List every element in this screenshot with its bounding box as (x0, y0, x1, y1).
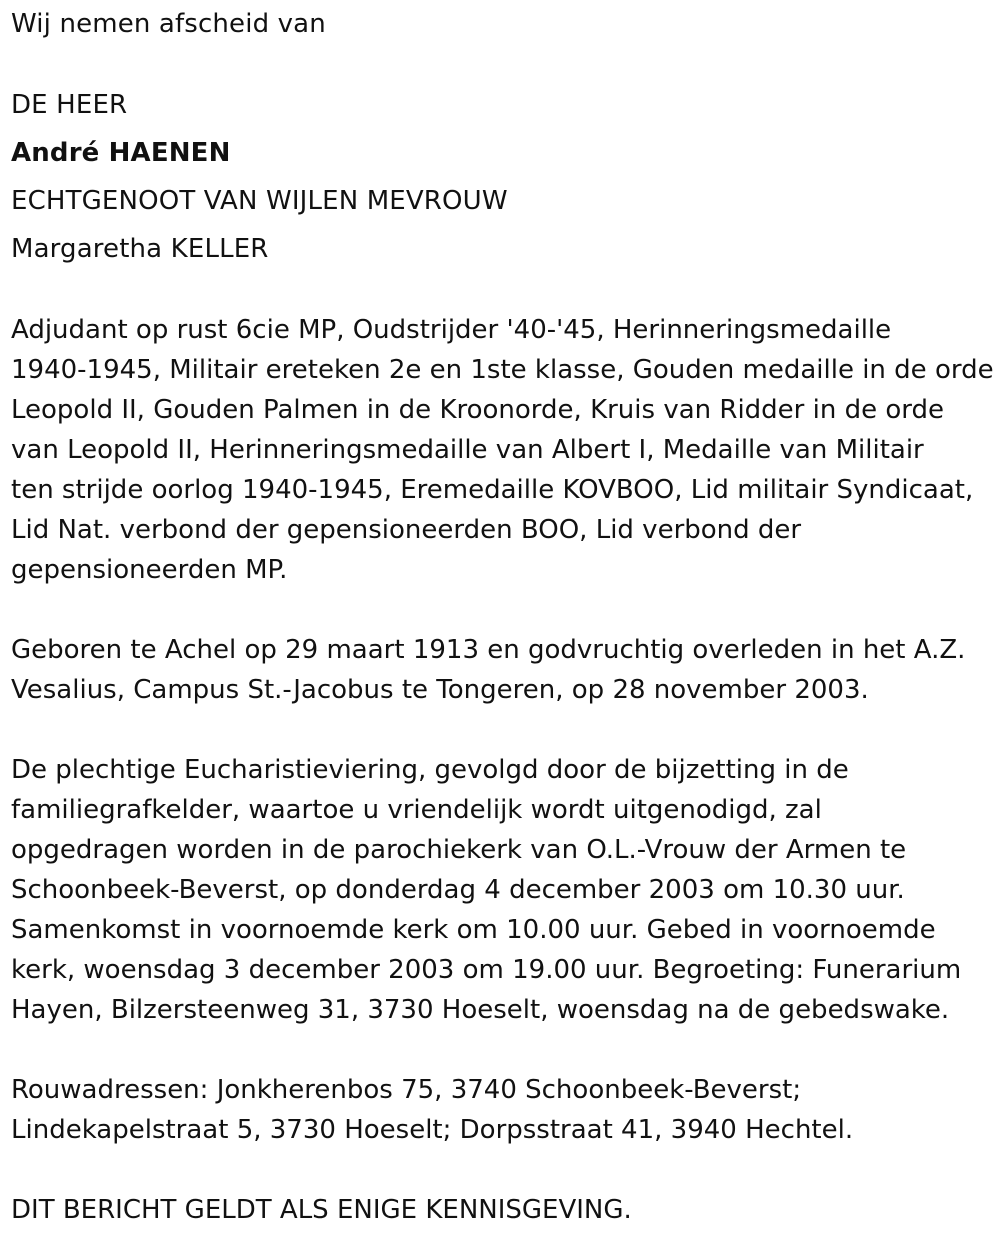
honors-line: ten strijde oorlog 1940-1945, Eremedaille KOVBOO, Lid militair Syndicaat, (11, 475, 974, 505)
birth-death-paragraph (11, 630, 996, 710)
ceremony-line: opgedragen worden in de parochiekerk van O.L.-Vrouw der Armen te (11, 835, 907, 865)
spouse-name: Margaretha KELLER (11, 234, 269, 264)
address-line: Lindekapelstraat 5, 3730 Hoeselt; Dorpsstraat 41, 3940 Hechtel. (11, 1115, 854, 1145)
honorific-title: DE HEER (11, 90, 128, 120)
ceremony-line: Schoonbeek-Beverst, op donderdag 4 december 2003 om 10.30 uur. (11, 875, 905, 905)
honors-line: van Leopold II, Herinneringsmedaille van Albert I, Medaille van Militair (11, 435, 924, 465)
honors-paragraph (11, 310, 996, 590)
honors-line: Lid Nat. verbond der gepensioneerden BOO, Lid verbond der (11, 515, 802, 545)
honors-line: Adjudant op rust 6cie MP, Oudstrijder '40-'45, Herinneringsmedaille (11, 315, 892, 345)
honors-line: 1940-1945, Militair ereteken 2e en 1ste klasse, Gouden medaille in de orde (11, 355, 994, 385)
address-line: Rouwadressen: Jonkherenbos 75, 3740 Schoonbeek-Beverst; (11, 1075, 802, 1105)
ceremony-line: kerk, woensdag 3 december 2003 om 19.00 uur. Begroeting: Funerarium (11, 955, 962, 985)
honors-line: gepensioneerden MP. (11, 555, 288, 585)
ceremony-line: Hayen, Bilzersteenweg 31, 3730 Hoeselt, woensdag na de gebedswake. (11, 995, 950, 1025)
birth-death-line: Geboren te Achel op 29 maart 1913 en godvruchtig overleden in het A.Z. (11, 635, 966, 665)
birth-death-line: Vesalius, Campus St.-Jacobus te Tongeren, op 28 november 2003. (11, 675, 869, 705)
closing-paragraph (11, 1190, 996, 1230)
honors-line: Leopold II, Gouden Palmen in de Kroonorde, Kruis van Ridder in de orde (11, 395, 945, 425)
deceased-name: André HAENEN (11, 138, 231, 168)
relation-text: ECHTGENOOT VAN WIJLEN MEVROUW (11, 186, 508, 216)
ceremony-line: familiegrafkelder, waartoe u vriendelijk wordt uitgenodigd, zal (11, 795, 822, 825)
ceremony-line: Samenkomst in voornoemde kerk om 10.00 uur. Gebed in voornoemde (11, 915, 936, 945)
intro-text: Wij nemen afscheid van (11, 9, 326, 39)
addresses-paragraph (11, 1070, 996, 1150)
ceremony-paragraph (11, 750, 996, 1030)
closing-text: DIT BERICHT GELDT ALS ENIGE KENNISGEVING. (11, 1195, 632, 1225)
ceremony-line: De plechtige Eucharistieviering, gevolgd door de bijzetting in de (11, 755, 849, 785)
